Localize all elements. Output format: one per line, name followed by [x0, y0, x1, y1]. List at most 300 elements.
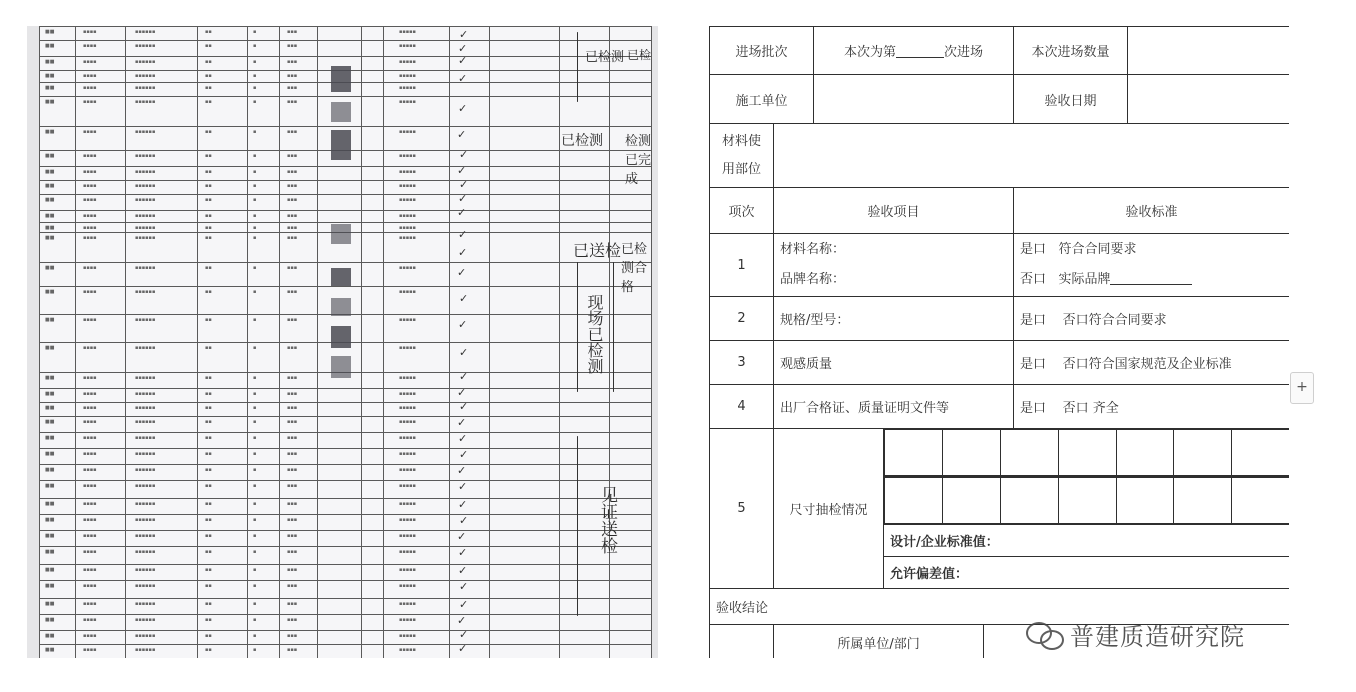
- checklist-cell-text: ▪▪▪: [287, 601, 298, 607]
- checklist-cell-text: ▪: [253, 617, 257, 623]
- checklist-cell-text: ▪▪▪▪▪: [399, 419, 416, 425]
- checkmark-icon: ✓: [458, 642, 468, 655]
- checklist-cell-text: ■■: [45, 375, 55, 381]
- checklist-cell-text: ▪▪▪: [287, 391, 298, 397]
- row5-no: 5: [710, 429, 774, 589]
- checklist-cell-text: ▪▪▪▪: [83, 375, 97, 381]
- col-check-standard: 验收标准: [1014, 188, 1289, 234]
- checklist-cell-text: ▪▪▪▪▪: [399, 533, 416, 539]
- checklist-cell-text: ■■: [45, 99, 55, 105]
- checklist-cell-text: ▪▪▪▪: [83, 517, 97, 523]
- checkmark-icon: ✓: [457, 416, 467, 429]
- checklist-cell-text: ▪▪▪: [287, 533, 298, 539]
- checklist-cell-text: ▪▪▪▪▪▪: [135, 85, 156, 91]
- checklist-cell-text: ▪▪: [205, 601, 212, 607]
- checklist-cell-text: ▪▪▪▪▪: [399, 567, 416, 573]
- checklist-cell-text: ▪▪▪: [287, 317, 298, 323]
- checklist-cell-text: ▪: [253, 633, 257, 639]
- checklist-cell-text: ▪▪▪▪▪: [399, 405, 416, 411]
- checklist-cell-text: ▪▪▪▪▪: [399, 647, 416, 653]
- checkmark-icon: ✓: [458, 228, 468, 241]
- checklist-cell-text: ▪: [253, 517, 257, 523]
- checklist-cell-text: ▪▪▪▪▪▪: [135, 225, 156, 231]
- checklist-cell-text: ■■: [45, 129, 55, 135]
- checkmark-icon: ✓: [457, 614, 467, 627]
- checkmark-icon: ✓: [459, 400, 469, 413]
- checklist-cell-text: ▪▪▪▪: [83, 451, 97, 457]
- checklist-cell-text: ▪▪▪▪▪▪: [135, 345, 156, 351]
- row2-no: 2: [710, 297, 774, 341]
- handwritten-note: 见证送检: [597, 486, 617, 554]
- checkmark-icon: ✓: [459, 370, 469, 383]
- checklist-cell-text: ▪▪: [205, 451, 212, 457]
- checklist-cell-text: ▪▪: [205, 183, 212, 189]
- checklist-cell-text: ▪▪▪▪▪: [399, 375, 416, 381]
- checkmark-icon: ✓: [458, 546, 468, 559]
- checklist-cell-text: ▪▪▪: [287, 451, 298, 457]
- checklist-cell-text: ▪▪▪▪▪▪: [135, 419, 156, 425]
- checklist-cell-text: ▪▪: [205, 501, 212, 507]
- checkmark-icon: ✓: [459, 28, 469, 41]
- checklist-cell-text: ▪▪▪▪▪: [399, 73, 416, 79]
- checklist-cell-text: ▪▪▪: [287, 467, 298, 473]
- checklist-cell-text: ▪▪▪▪: [83, 647, 97, 653]
- checklist-cell-text: ▪▪▪: [287, 583, 298, 589]
- checklist-cell-text: ■■: [45, 419, 55, 425]
- checklist-cell-text: ▪▪▪: [287, 549, 298, 555]
- handwritten-note: 已送检: [573, 241, 622, 260]
- checklist-cell-text: ▪▪▪: [287, 99, 298, 105]
- checklist-cell-text: ▪▪: [205, 29, 212, 35]
- checklist-cell-text: ■■: [45, 501, 55, 507]
- checklist-cell-text: ▪▪▪▪▪: [399, 317, 416, 323]
- row5-item: 尺寸抽检情况: [774, 429, 884, 589]
- checklist-cell-text: ▪▪▪▪▪: [399, 501, 416, 507]
- checklist-cell-text: ▪▪▪▪: [83, 153, 97, 159]
- checklist-cell-text: ▪▪▪: [287, 647, 298, 653]
- checklist-cell-text: ■■: [45, 405, 55, 411]
- checklist-cell-text: ▪: [253, 235, 257, 241]
- checklist-cell-text: ▪▪: [205, 99, 212, 105]
- checklist-cell-text: ■■: [45, 225, 55, 231]
- row4-item: 出厂合格证、质量证明文件等: [774, 385, 1014, 429]
- checklist-cell-text: ▪▪▪: [287, 289, 298, 295]
- usage-location-label: [710, 124, 774, 188]
- handwritten-note: 已检: [627, 48, 652, 62]
- handwritten-note: 检测已完成: [625, 134, 652, 187]
- sampling-grid-row-2[interactable]: [884, 477, 1289, 525]
- acceptance-date-value[interactable]: [1128, 75, 1289, 124]
- checklist-cell-text: ▪: [253, 391, 257, 397]
- checklist-cell-text: ■■: [45, 601, 55, 607]
- row2-standard-text: 否口符合合同要求: [1062, 313, 1167, 328]
- checklist-cell-text: ▪▪: [205, 483, 212, 489]
- batch-blank: [896, 56, 944, 58]
- row1-actual-brand-blank[interactable]: [1110, 283, 1192, 285]
- checklist-cell-text: ▪: [253, 451, 257, 457]
- checklist-cell-text: ■■: [45, 451, 55, 457]
- checkmark-icon: ✓: [459, 148, 469, 161]
- row3-standard-text: 否口符合国家规范及企业标准: [1062, 357, 1232, 372]
- checklist-cell-text: ▪▪▪▪▪: [399, 235, 416, 241]
- checklist-cell-text: ▪▪▪▪▪: [399, 451, 416, 457]
- checkmark-icon: ✓: [457, 530, 467, 543]
- checklist-cell-text: ▪▪▪▪: [83, 169, 97, 175]
- checkmark-icon: ✓: [458, 498, 468, 511]
- checklist-cell-text: ▪▪▪▪: [83, 467, 97, 473]
- row1-brand-name: 品牌名称：: [780, 272, 846, 287]
- checklist-cell-text: ▪▪▪▪▪: [399, 169, 416, 175]
- checklist-cell-text: ▪: [253, 345, 257, 351]
- checklist-cell-text: ▪▪▪: [287, 225, 298, 231]
- row1-actual-brand-text: 实际品牌: [1058, 272, 1111, 287]
- conclusion-label: 验收结论: [710, 589, 1290, 625]
- checklist-cell-text: ▪▪▪▪▪: [399, 467, 416, 473]
- checklist-cell-text: ▪▪▪: [287, 129, 298, 135]
- checklist-cell-text: ■■: [45, 265, 55, 271]
- checklist-cell-text: ■■: [45, 85, 55, 91]
- batch-value[interactable]: [814, 27, 1014, 75]
- checklist-cell-text: ▪▪▪▪: [83, 99, 97, 105]
- checklist-cell-text: ▪: [253, 265, 257, 271]
- material-thumbnail: [331, 130, 351, 160]
- checklist-cell-text: ▪▪▪: [287, 169, 298, 175]
- checklist-cell-text: ▪: [253, 213, 257, 219]
- checkmark-icon: ✓: [458, 564, 468, 577]
- acceptance-date-label: 验收日期: [1014, 75, 1128, 124]
- checklist-cell-text: ▪▪: [205, 85, 212, 91]
- checklist-cell-text: ▪▪▪: [287, 73, 298, 79]
- checklist-cell-text: ■■: [45, 43, 55, 49]
- checklist-cell-text: ▪▪▪▪▪: [399, 435, 416, 441]
- handwritten-note: 已检测: [585, 50, 625, 65]
- handwritten-brace: [613, 262, 614, 392]
- checklist-cell-text: ▪▪▪▪: [83, 183, 97, 189]
- checklist-cell-text: ▪▪▪▪▪▪: [135, 467, 156, 473]
- checklist-cell-text: ▪▪▪: [287, 435, 298, 441]
- checklist-cell-text: ▪▪: [205, 391, 212, 397]
- checklist-cell-text: ■■: [45, 467, 55, 473]
- checklist-cell-text: ▪▪▪▪▪: [399, 99, 416, 105]
- checklist-col-line: [279, 26, 280, 658]
- checklist-cell-text: ▪▪▪: [287, 517, 298, 523]
- checklist-cell-text: ▪▪▪▪▪: [399, 129, 416, 135]
- checklist-cell-text: ▪: [253, 419, 257, 425]
- checklist-cell-text: ■■: [45, 435, 55, 441]
- checklist-cell-text: ▪▪▪▪: [83, 405, 97, 411]
- checklist-cell-text: ▪▪: [205, 345, 212, 351]
- checklist-cell-text: ■■: [45, 567, 55, 573]
- checklist-cell-text: ▪▪: [205, 213, 212, 219]
- row4-standard-text: 否口 齐全: [1062, 401, 1119, 416]
- checklist-cell-text: ▪▪▪▪▪: [399, 265, 416, 271]
- checklist-cell-text: ▪: [253, 59, 257, 65]
- checklist-cell-text: ▪▪: [205, 73, 212, 79]
- checklist-cell-text: ▪: [253, 533, 257, 539]
- checklist-cell-text: ▪▪▪: [287, 29, 298, 35]
- checklist-cell-text: ▪: [253, 197, 257, 203]
- row2-item: 规格/型号：: [774, 297, 1014, 341]
- checklist-cell-text: ▪▪▪: [287, 265, 298, 271]
- checklist-cell-text: ▪▪▪▪▪▪: [135, 73, 156, 79]
- checklist-cell-text: ▪▪▪▪▪: [399, 59, 416, 65]
- checklist-cell-text: ▪▪▪▪▪▪: [135, 647, 156, 653]
- checklist-cell-text: ■■: [45, 583, 55, 589]
- checklist-col-line: [39, 26, 40, 658]
- checklist-cell-text: ▪▪▪▪: [83, 483, 97, 489]
- checkmark-icon: ✓: [457, 464, 467, 477]
- checklist-cell-text: ■■: [45, 197, 55, 203]
- checklist-cell-text: ▪▪▪▪▪▪: [135, 289, 156, 295]
- checklist-cell-text: ■■: [45, 317, 55, 323]
- handwritten-brace: [577, 32, 578, 102]
- wechat-logo-icon: [1026, 620, 1064, 648]
- checklist-cell-text: ▪: [253, 483, 257, 489]
- checkmark-icon: ✓: [457, 128, 467, 141]
- checklist-cell-text: ▪▪▪▪▪: [399, 345, 416, 351]
- checklist-cell-text: ▪▪▪: [287, 633, 298, 639]
- checklist-cell-text: ▪▪: [205, 129, 212, 135]
- row1-contract-text: 符合合同要求: [1058, 242, 1137, 257]
- checklist-cell-text: ▪▪▪▪▪▪: [135, 533, 156, 539]
- checkmark-icon: ✓: [458, 432, 468, 445]
- checklist-cell-text: ▪▪: [205, 197, 212, 203]
- handwritten-brace: [577, 436, 578, 616]
- checklist-cell-text: ▪▪▪▪▪▪: [135, 265, 156, 271]
- checklist-cell-text: ■■: [45, 517, 55, 523]
- material-thumbnail: [331, 326, 351, 348]
- add-button[interactable]: +: [1290, 372, 1314, 404]
- checklist-cell-text: ▪▪▪▪: [83, 617, 97, 623]
- checklist-cell-text: ■■: [45, 213, 55, 219]
- checklist-cell-text: ▪: [253, 317, 257, 323]
- checklist-cell-text: ▪: [253, 289, 257, 295]
- checklist-cell-text: ▪: [253, 467, 257, 473]
- checklist-cell-text: ▪▪▪▪▪▪: [135, 183, 156, 189]
- checklist-cell-text: ▪▪▪▪▪▪: [135, 235, 156, 241]
- checklist-cell-text: ▪: [253, 375, 257, 381]
- checklist-cell-text: ▪▪▪▪▪▪: [135, 213, 156, 219]
- checklist-cell-text: ■■: [45, 391, 55, 397]
- checklist-cell-text: ▪▪: [205, 169, 212, 175]
- checklist-cell-text: ▪▪▪▪: [83, 197, 97, 203]
- checkmark-icon: ✓: [457, 206, 467, 219]
- row1-item: [774, 234, 1014, 297]
- checklist-cell-text: ▪▪: [205, 517, 212, 523]
- handwritten-note: 已检测: [561, 133, 603, 149]
- material-thumbnail: [331, 102, 351, 122]
- checklist-cell-text: ▪: [253, 647, 257, 653]
- row2-yes-checkbox[interactable]: 是口: [1020, 313, 1047, 328]
- material-thumbnail: [331, 298, 351, 316]
- checklist-cell-text: ▪▪▪▪▪▪: [135, 583, 156, 589]
- checklist-cell-text: ■■: [45, 153, 55, 159]
- row3-item: 观感质量: [774, 341, 1014, 385]
- checklist-cell-text: ▪: [253, 129, 257, 135]
- checklist-cell-text: ▪▪▪: [287, 375, 298, 381]
- usage-location-value[interactable]: [774, 124, 1290, 188]
- row4-yes-checkbox[interactable]: 是口: [1020, 401, 1047, 416]
- checklist-col-line: [361, 26, 362, 658]
- checklist-cell-text: ▪▪▪: [287, 153, 298, 159]
- checklist-cell-text: ▪▪▪▪▪: [399, 483, 416, 489]
- watermark-text: 普建质造研究院: [1070, 622, 1245, 651]
- checklist-col-line: [489, 26, 490, 658]
- checkmark-icon: ✓: [457, 164, 467, 177]
- checklist-cell-text: ▪▪: [205, 647, 212, 653]
- checklist-cell-text: ▪: [253, 405, 257, 411]
- checklist-cell-text: ▪: [253, 601, 257, 607]
- watermark: [1026, 614, 1245, 654]
- row1-yes-checkbox[interactable]: 是口: [1020, 242, 1047, 257]
- dept-blank-cell: [710, 625, 774, 659]
- checklist-cell-text: ▪▪▪▪▪: [399, 391, 416, 397]
- checklist-cell-text: ▪▪▪▪▪▪: [135, 405, 156, 411]
- checklist-cell-text: ▪▪: [205, 225, 212, 231]
- handwritten-note: 现场已检测: [585, 294, 604, 374]
- construction-unit-value[interactable]: [814, 75, 1014, 124]
- checklist-cell-text: ▪▪: [205, 59, 212, 65]
- checklist-cell-text: ▪▪▪: [287, 183, 298, 189]
- material-thumbnail: [331, 356, 351, 378]
- material-thumbnail: [331, 66, 351, 92]
- checklist-cell-text: ▪▪▪▪: [83, 213, 97, 219]
- checklist-cell-text: ▪▪▪▪: [83, 43, 97, 49]
- checklist-cell-text: ▪▪▪▪: [83, 583, 97, 589]
- checklist-cell-text: ▪: [253, 43, 257, 49]
- checklist-cell-text: ▪▪▪▪▪▪: [135, 549, 156, 555]
- col-item-no: 项次: [710, 188, 774, 234]
- checklist-cell-text: ▪▪▪▪: [83, 29, 97, 35]
- checkmark-icon: ✓: [458, 54, 468, 67]
- checklist-cell-text: ▪▪▪▪: [83, 345, 97, 351]
- checklist-cell-text: ▪: [253, 169, 257, 175]
- batch-prefix: 本次为第: [844, 45, 897, 60]
- checklist-cell-text: ▪: [253, 549, 257, 555]
- checklist-col-line: [449, 26, 450, 658]
- checklist-cell-text: ▪▪: [205, 533, 212, 539]
- checklist-cell-text: ■■: [45, 345, 55, 351]
- checklist-cell-text: ▪▪▪▪▪: [399, 583, 416, 589]
- checklist-cell-text: ▪▪▪: [287, 501, 298, 507]
- checkmark-icon: ✓: [459, 346, 469, 359]
- checkmark-icon: ✓: [458, 318, 468, 331]
- checklist-cell-text: ▪: [253, 501, 257, 507]
- row1-no: 1: [710, 234, 774, 297]
- row3-yes-checkbox[interactable]: 是口: [1020, 357, 1047, 372]
- checklist-cell-text: ■■: [45, 549, 55, 555]
- checklist-cell-text: ▪▪▪: [287, 85, 298, 91]
- checklist-cell-text: ■■: [45, 289, 55, 295]
- checklist-cell-text: ▪▪▪▪: [83, 265, 97, 271]
- checklist-cell-text: ▪: [253, 567, 257, 573]
- checklist-cell-text: ▪▪▪▪▪: [399, 43, 416, 49]
- checkmark-icon: ✓: [459, 514, 469, 527]
- sampling-grid-row-1[interactable]: [884, 429, 1289, 477]
- row4-standard: [1014, 385, 1289, 429]
- checklist-cell-text: ▪▪: [205, 235, 212, 241]
- checklist-cell-text: ▪▪: [205, 317, 212, 323]
- checklist-cell-text: ▪▪▪▪: [83, 601, 97, 607]
- quantity-value[interactable]: [1128, 27, 1289, 75]
- batch-label: 进场批次: [710, 27, 814, 75]
- checklist-cell-text: ▪▪▪▪▪: [399, 517, 416, 523]
- checklist-cell-text: ▪▪▪▪: [83, 317, 97, 323]
- checkmark-icon: ✓: [459, 448, 469, 461]
- checklist-cell-text: ▪▪▪▪▪▪: [135, 169, 156, 175]
- checklist-cell-text: ▪▪: [205, 265, 212, 271]
- checklist-cell-text: ▪▪▪▪▪▪: [135, 483, 156, 489]
- checklist-cell-text: ▪▪▪▪▪▪: [135, 153, 156, 159]
- checklist-cell-text: ▪▪: [205, 549, 212, 555]
- checklist-cell-text: ▪▪▪▪▪▪: [135, 59, 156, 65]
- checklist-cell-text: ▪▪▪▪: [83, 225, 97, 231]
- checklist-cell-text: ▪: [253, 29, 257, 35]
- acceptance-form: [709, 26, 1289, 658]
- checklist-col-line: [125, 26, 126, 658]
- checklist-cell-text: ▪▪▪▪▪▪: [135, 567, 156, 573]
- tolerance-label: 允许偏差值：: [884, 557, 1289, 589]
- checklist-cell-text: ▪▪▪▪: [83, 235, 97, 241]
- checklist-cell-text: ▪▪▪: [287, 213, 298, 219]
- row1-no-checkbox[interactable]: 否口: [1020, 272, 1047, 287]
- checklist-cell-text: ▪▪▪▪▪: [399, 197, 416, 203]
- checkmark-icon: ✓: [459, 580, 469, 593]
- checklist-cell-text: ▪▪: [205, 583, 212, 589]
- row3-no: 3: [710, 341, 774, 385]
- checklist-cell-text: ▪▪▪▪: [83, 567, 97, 573]
- checklist-cell-text: ▪: [253, 225, 257, 231]
- checklist-cell-text: ▪▪▪▪▪: [399, 85, 416, 91]
- checklist-cell-text: ▪▪: [205, 567, 212, 573]
- dept-label: 所属单位/部门: [774, 625, 984, 659]
- checklist-cell-text: ■■: [45, 483, 55, 489]
- checklist-cell-text: ▪▪▪: [287, 617, 298, 623]
- checklist-cell-text: ■■: [45, 183, 55, 189]
- checkmark-icon: ✓: [459, 292, 469, 305]
- checklist-cell-text: ▪▪: [205, 289, 212, 295]
- checklist-cell-text: ■■: [45, 633, 55, 639]
- checkmark-icon: ✓: [459, 598, 469, 611]
- checklist-col-line: [75, 26, 76, 658]
- checklist-cell-text: ▪▪▪: [287, 235, 298, 241]
- checklist-cell-text: ▪▪▪: [287, 405, 298, 411]
- checklist-cell-text: ▪▪▪▪: [83, 435, 97, 441]
- design-value-label: 设计/企业标准值：: [884, 525, 1289, 557]
- checkmark-icon: ✓: [458, 102, 468, 115]
- checkmark-icon: ✓: [459, 178, 469, 191]
- checklist-cell-text: ■■: [45, 235, 55, 241]
- checkmark-icon: ✓: [458, 72, 468, 85]
- checklist-cell-text: ▪▪▪▪▪: [399, 183, 416, 189]
- checklist-cell-text: ▪▪▪: [287, 345, 298, 351]
- checklist-cell-text: ▪▪▪▪: [83, 391, 97, 397]
- checklist-cell-text: ▪▪: [205, 153, 212, 159]
- checklist-cell-text: ▪▪▪▪▪: [399, 29, 416, 35]
- material-thumbnail: [331, 224, 351, 244]
- checkmark-icon: ✓: [458, 42, 468, 55]
- handwritten-note: 已检测合格: [621, 242, 648, 295]
- checklist-cell-text: ▪▪▪▪: [83, 533, 97, 539]
- checklist-cell-text: ▪▪▪: [287, 419, 298, 425]
- checklist-cell-text: ▪: [253, 85, 257, 91]
- checkmark-icon: ✓: [459, 628, 469, 641]
- checklist-cell-text: ▪▪: [205, 375, 212, 381]
- usage-location-label-1: 材料使: [721, 133, 761, 149]
- material-thumbnail: [331, 268, 351, 286]
- checklist-cell-text: ▪▪▪▪▪: [399, 601, 416, 607]
- row4-no: 4: [710, 385, 774, 429]
